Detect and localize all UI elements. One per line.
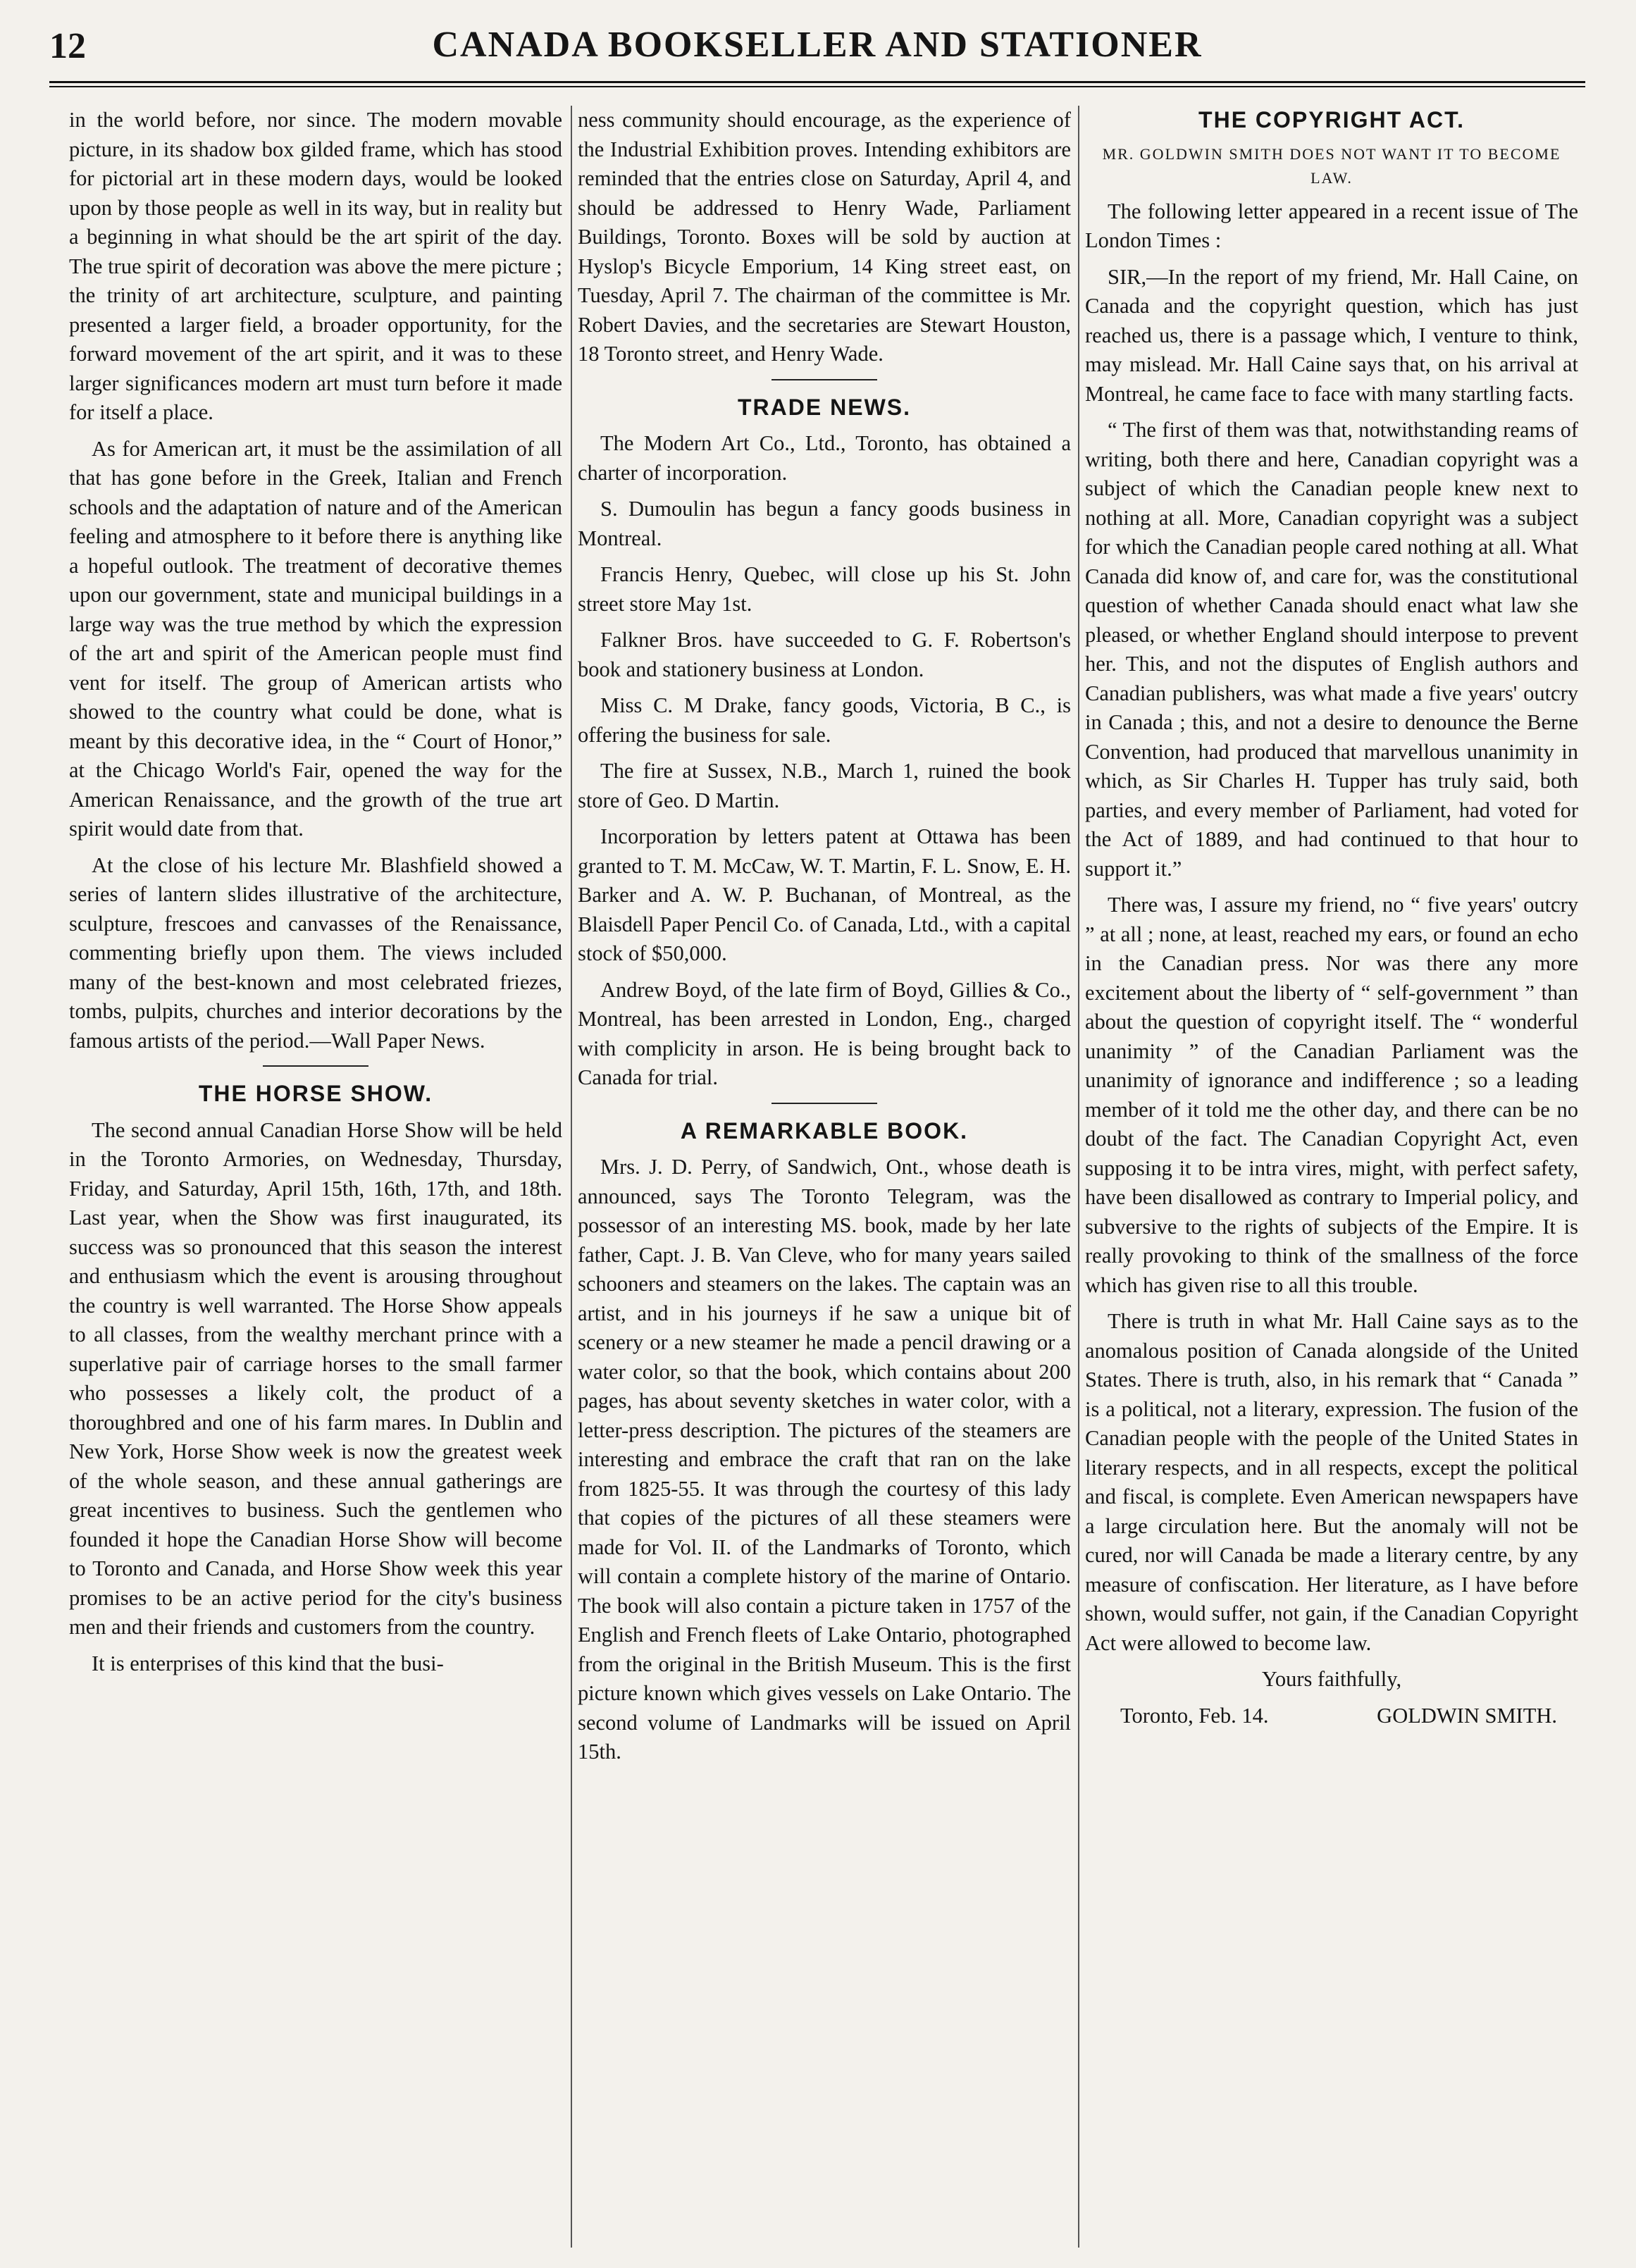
copyright-act-heading: THE COPYRIGHT ACT. [1198, 107, 1465, 132]
article-paragraph: As for American art, it must be the assimilation of all that has gone before in the Greek, Italian and French schools and the adaptation of nature and of the American feeling and atmosphere to it before there is anything like a hopeful outlook. The treatment of decorative themes upon our government, state and municipal buildings in a large way was the true method by which the expression of the art and spirit of the American people must find vent for itself. The group of American artists who showed to the country what could be done, what is meant by this decorative idea, in the “ Court of Honor,” at the Chicago World's Fair, opened the way for the American Renaissance, and the growth of the true art spirit would date from that. [69, 436, 562, 841]
trade-news-heading: TRADE NEWS. [738, 394, 911, 420]
header-rule [49, 81, 1585, 83]
article-paragraph: in the world before, nor since. The modern movable picture, in its shadow box gilded frame, which has stood for pictorial art in these modern days, would be looked upon by those people as well in its way, but in reality but a beginning in what should be the art spirit of the day. The true spirit of decoration was above the mere picture ; the trinity of art architecture, sculpture, and painting presented a larger field, a broader opportunity, for the forward movement of the art spirit, and it was to these larger significances modern art must turn before it made for itself a place. [69, 108, 562, 424]
letter-paragraph: There was, I assure my friend, no “ five years' outcry ” at all ; none, at least, reached my ears, or found an echo in the Canadian press. Nor was there any more excitement about the liberty of “ self-government ” than about the question of copyright itself. The “ wonderful unanimity ” of the Canadian Parliament was the unanimity of ignorance and indifference ; so a leading member of it told me the other day, and there can be no doubt of the fact. The Canadian Copyright Act, even supposing it to be intra vires, might, with perfect safety, have been disallowed as contrary to Imperial policy, and subversive to the rights of subjects of the Empire. It is really provoking to think of the smallness of the force which has given rise to all this trouble. [1085, 893, 1578, 1297]
header-rule-secondary [49, 86, 1585, 87]
article-paragraph: Mrs. J. D. Perry, of Sandwich, Ont., whose death is announced, says The Toronto Telegram, was the possessor of an interesting MS. book, made by her late father, Capt. J. B. Van Cleve, who for many years sailed schooners and steamers on the lakes. The captain was an artist, and in his journeys if he saw a unique bit of scenery or a new steamer he made a pencil drawing or a water color, so that the book, which contains about 200 pages, has about seventy sketches in water color, with a letter-press description. The pictures of the steamers are interesting and embrace the craft that ran on the lake from 1825-55. It was through the courtesy of this lady that copies of the pictures of all these steamers were made for Vol. II. of the Landmarks of Toronto, which will contain a complete history of the marine of Ontario. The book will also contain a picture taken in 1757 of the English and French fleets of Lake Ontario, photographed from the original in the British Museum. This is the first picture known which gives vessels on Lake Ontario. The second volume of Landmarks will be issued on April 15th. [578, 1155, 1071, 1764]
column-3 [1085, 106, 1578, 2248]
letter-paragraph: “ The first of them was that, notwithstanding reams of writing, both there and here, Canadian copyright was a subject of which the Canadian people knew next to nothing at all. More, Canadian copyright was a subject for which the Canadian people cared nothing at all. What Canada did know of, and care for, was the constitutional question of whether Canada should enact what law she pleased, or whether England should interpose to prevent her. This, and not the disputes of English authors and Canadian publishers, was what made a five years' outcry in Canada ; this, and not a desire to denounce the Berne Convention, had produced that marvellous unanimity in which, as Sir Charles H. Tupper has truly said, both parties, and every member of Parliament, had voted for the Act of 1889, and had continued to that hour to support it.” [1085, 418, 1578, 881]
letter-signature: GOLDWIN SMITH. [1377, 1703, 1557, 1728]
copyright-act-subheading: MR. GOLDWIN SMITH DOES NOT WANT IT TO BECOME LAW. [1102, 144, 1561, 187]
horse-show-heading: THE HORSE SHOW. [198, 1081, 433, 1106]
column-1 [69, 106, 562, 2248]
news-item: S. Dumoulin has begun a fancy goods business in Montreal. [578, 497, 1071, 550]
article-paragraph: At the close of his lecture Mr. Blashfield showed a series of lantern slides illustrative of the architecture, sculpture, frescoes and canvasses of the Renaissance, commenting briefly upon them. The views included many of the best-known and most celebrated friezes, tombs, pulpits, churches and interior decorations by the famous artists of the period.—Wall Paper News. [69, 853, 562, 1053]
article-paragraph: ness community should encourage, as the experience of the Industrial Exhibition proves. Intending exhibitors are reminded that the entries close on Saturday, April 4, and should be addressed to Henry Wade, Parliament Buildings, Toronto. Boxes will be sold by auction at Hyslop's Bicycle Emporium, 14 King street east, on Tuesday, April 7. The chairman of the committee is Mr. Robert Davies, and the secretaries are Stewart Houston, 18 Toronto street, and Henry Wade. [578, 108, 1071, 366]
news-item: Miss C. M Drake, fancy goods, Victoria, B C., is offering the business for sale. [578, 693, 1071, 747]
column-divider [1078, 106, 1079, 2248]
news-item: Incorporation by letters patent at Ottawa has been granted to T. M. McCaw, W. T. Martin, F. L. Snow, E. H. Barker and A. W. P. Buchanan, of Montreal, as the Blaisdell Paper Pencil Co. of Canada, Ltd., with a capital stock of $50,000. [578, 824, 1071, 965]
column-divider [571, 106, 572, 2248]
running-title: CANADA BOOKSELLER AND STATIONER [432, 25, 1203, 65]
letter-place-date: Toronto, Feb. 14. [1120, 1703, 1269, 1728]
page-number: 12 [49, 26, 86, 66]
letter-signature-line [1085, 1702, 1578, 1731]
letter-paragraph: SIR,—In the report of my friend, Mr. Hall Caine, on Canada and the copyright question, which has just reached us, there is a passage which, I venture to think, may mislead. Mr. Hall Caine says that, on his arrival at Montreal, he came face to face with many startling facts. [1085, 264, 1578, 406]
section-divider [263, 1065, 368, 1067]
article-paragraph: It is enterprises of this kind that the busi- [92, 1651, 444, 1675]
news-item: Francis Henry, Quebec, will close up his St. John street store May 1st. [578, 562, 1071, 616]
news-item: The Modern Art Co., Ltd., Toronto, has obtained a charter of incorporation. [578, 431, 1071, 485]
news-item: Falkner Bros. have succeeded to G. F. Robertson's book and stationery business at London. [578, 628, 1071, 681]
article-paragraph: The following letter appeared in a recent issue of The London Times : [1085, 199, 1578, 252]
letter-closing: Yours faithfully, [1261, 1667, 1402, 1691]
section-divider [771, 379, 877, 380]
section-divider [771, 1103, 877, 1104]
news-item: Andrew Boyd, of the late firm of Boyd, Gillies & Co., Montreal, has been arrested in London, Eng., charged with complicity in arson. He is being brought back to Canada for trial. [578, 977, 1071, 1089]
remarkable-book-heading: A REMARKABLE BOOK. [680, 1117, 969, 1144]
news-item: The fire at Sussex, N.B., March 1, ruined the book store of Geo. D Martin. [578, 759, 1071, 812]
article-paragraph: The second annual Canadian Horse Show will be held in the Toronto Armories, on Wednesday, Thursday, Friday, and Saturday, April 15th, 16th, 17th, and 18th. Last year, when the Show was first inaugurated, its success was so pronounced that this season the interest and enthusiasm which the event is arousing throughout the country is well warranted. The Horse Show appeals to all classes, from the wealthy merchant prince with a superlative pair of carriage horses to the small farmer who possesses a likely colt, the product of a thoroughbred and one of his farm mares. In Dublin and New York, Horse Show week is now the greatest week of the whole season, and these annual gatherings are great incentives to business. Such the gentlemen who founded it hope the Canadian Horse Show will become to Toronto and Canada, and Horse Show week this year promises to be an active period for the city's business men and their friends and customers from the country. [69, 1117, 562, 1639]
page-header [49, 21, 1585, 78]
column-2 [578, 106, 1071, 2248]
letter-paragraph: There is truth in what Mr. Hall Caine says as to the anomalous position of Canada alongside of the United States. There is truth, also, in his remark that “ Canada ” is a political, not a literary, expression. The fusion of the Canadian people with the people of the United States in literary respects, and in all respects, except the political and fiscal, is complete. Even American newspapers have a large circulation here. But the anomaly will not be cured, nor will Canada be made a literary centre, by any measure of confiscation. Her literature, as I have before shown, would suffer, not gain, if the Canadian Copyright Act were allowed to become law. [1085, 1309, 1578, 1655]
